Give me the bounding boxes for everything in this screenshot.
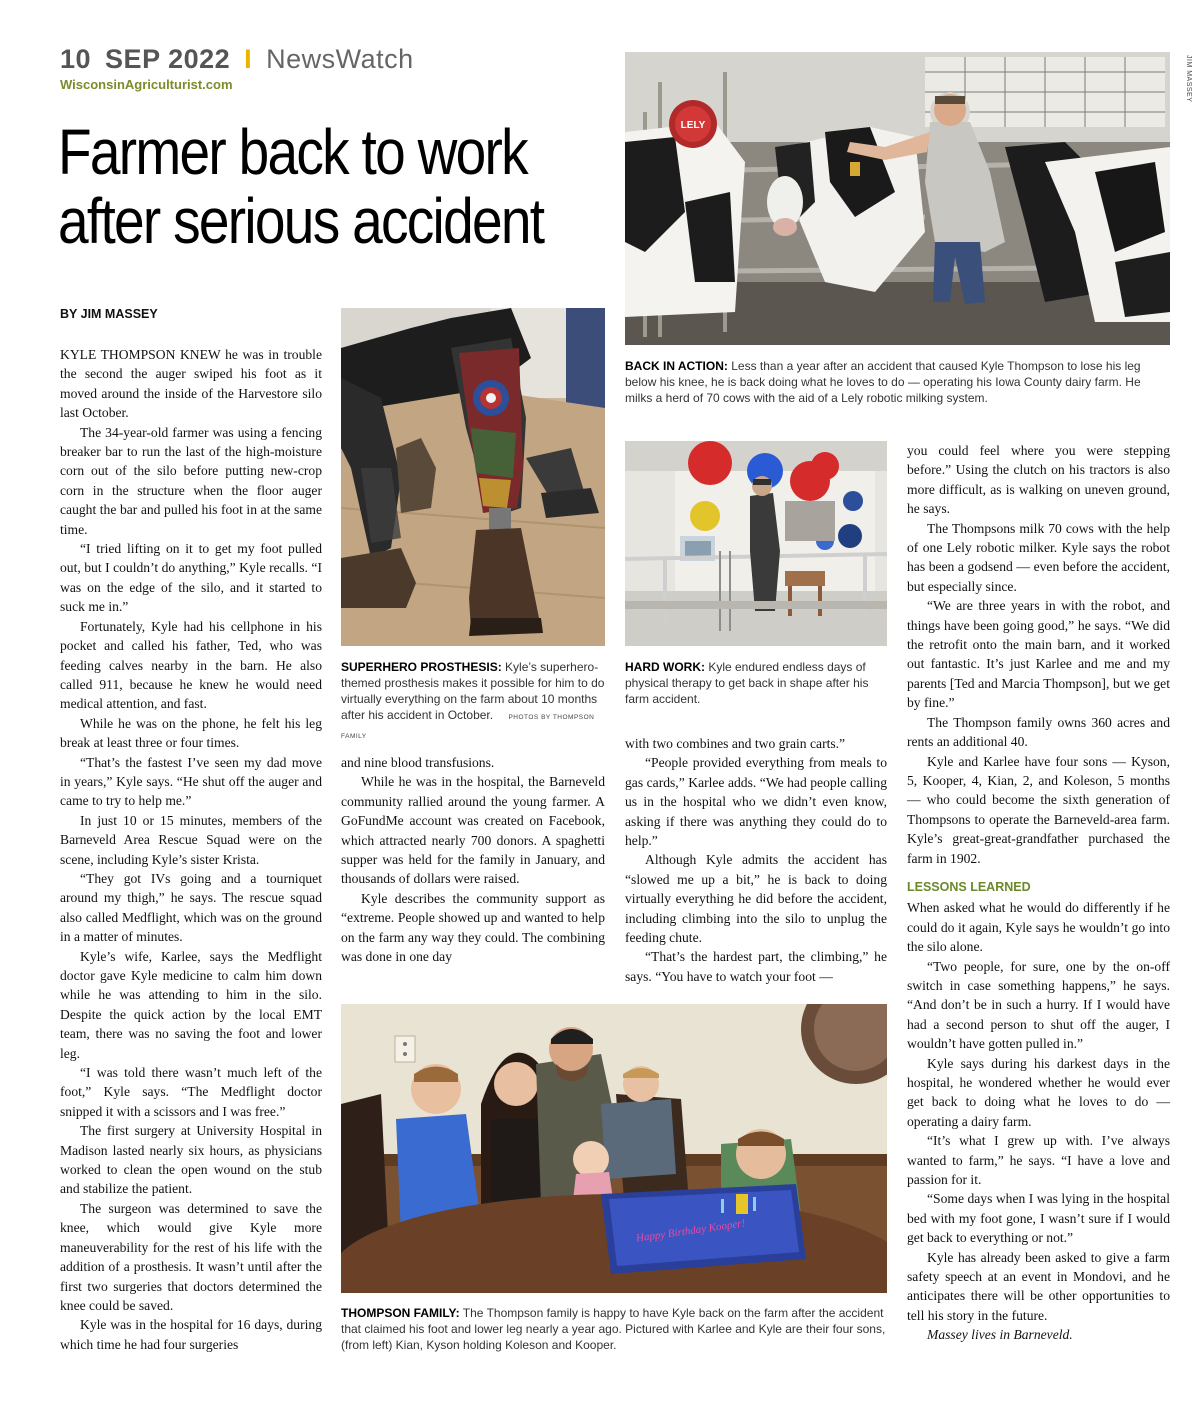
therapy-caption <box>625 659 887 707</box>
article-column-4 <box>907 441 1170 1345</box>
therapy-caption-text: Kyle endured endless days of physical therapy to get back in shape after his farm accident. <box>625 660 869 706</box>
paragraph: KYLE THOMPSON KNEW he was in trouble the second the auger swiped his foot as it moved around the inside of the Harvestore silo last October. <box>60 347 322 421</box>
paragraph: When asked what he would do differently if he could do it again, Kyle says he wouldn’t go into the silo alone. <box>907 900 1170 955</box>
paragraph: “People provided everything from meals to gas cards,” Karlee adds. “We had people calling us in the hospital who we didn’t even know, asking if there was anything they could do to help.” <box>625 755 887 849</box>
headline-line-1: Farmer back to work <box>58 116 527 188</box>
paragraph: The surgeon was determined to save the knee, which would give Kyle more maneuverability for the rest of his life with the addition of a prosthesis. It wasn’t until after the first two surgeries that doctors determined the knee could be saved. <box>60 1200 322 1313</box>
article-column-1 <box>60 345 322 1354</box>
cows-photo-credit: JIM MASSEY <box>1185 55 1192 103</box>
prosthesis-caption-label: SUPERHERO PROSTHESIS: <box>341 660 502 674</box>
lessons-learned-subhead: LESSONS LEARNED <box>907 879 1031 894</box>
byline: BY JIM MASSEY <box>60 307 158 321</box>
paragraph: “Two people, for sure, one by the on-off switch in case something happens,” he says. “And don’t be in such a hurry. If I would have had a second person to shut off the auger, I wouldn’t have gotten pulled in.” <box>907 958 1170 1052</box>
paragraph: Kyle says during his darkest days in the hospital, he wondered whether he would ever get back to doing what he loves to do — operating a dairy farm. <box>907 1055 1170 1129</box>
paragraph: Kyle has already been asked to give a farm safety speech at an event in Mondovi, and he anticipates there will be other opportunities to tell his story in the future. <box>907 1249 1170 1323</box>
page-header <box>60 44 414 92</box>
paragraph: Kyle was in the hospital for 16 days, during which time he had four surgeries <box>60 1317 322 1352</box>
therapy-caption-label: HARD WORK: <box>625 660 705 674</box>
paragraph: “That’s the hardest part, the climbing,” he says. “You have to watch your foot — <box>625 949 887 984</box>
family-caption <box>341 1305 887 1353</box>
article-headline <box>58 116 544 258</box>
section-name: NewsWatch <box>266 44 414 74</box>
issue-date: SEP 2022 <box>105 44 231 74</box>
prosthesis-photo-credit: PHOTOS BY THOMPSON FAMILY <box>341 714 595 740</box>
lely-sign-text: LELY <box>680 120 706 131</box>
prosthesis-caption-text: Kyle’s superhero-themed prosthesis makes it possible for him to do virtually everything on the farm about 10 months after his accident in October. <box>341 660 605 722</box>
family-caption-label: THOMPSON FAMILY: <box>341 1306 460 1320</box>
paragraph: and nine blood transfusions. <box>341 755 495 770</box>
paragraph: The Thompsons milk 70 cows with the help of one Lely robotic milker. Kyle says the robot has been a godsend — even before the accident, but especially since. <box>907 520 1170 594</box>
paragraph: While he was on the phone, he felt his leg break at least three or four times. <box>60 715 322 751</box>
paragraph: you could feel where you were stepping before.” Using the clutch on his tractors is also more difficult, as is walking on uneven ground, he says. <box>907 443 1170 517</box>
paragraph: “We are three years in with the robot, and things have been going good,” he says. “We did the retrofit onto the main barn, and it worked out fantastic. It’s just Karlee and me and my parents [Ted and Marcia Thompson], but we get by fine.” <box>907 598 1170 711</box>
paragraph: “That’s the fastest I’ve seen my dad move in years,” Kyle says. “He shut off the auger and came to try to help me.” <box>60 754 322 809</box>
cows-caption <box>625 358 1170 406</box>
birthday-cake-text: Happy Birthday Kooper! <box>635 1217 746 1245</box>
article-column-3 <box>625 734 887 986</box>
page-number: 10 <box>60 44 92 74</box>
author-signoff: Massey lives in Barneveld. <box>927 1327 1073 1343</box>
cows-caption-text: Less than a year after an accident that caused Kyle Thompson to lose his leg below his knee, he is back doing what he loves to do — operating his Iowa County dairy farm. He milks a herd of 70 cows with the aid of a Lely robotic milking system. <box>625 359 1141 405</box>
article-column-2 <box>341 753 605 966</box>
family-caption-text: The Thompson family is happy to have Kyle back on the farm after the accident that claimed his foot and lower leg nearly a year ago. Pictured with Karlee and Kyle are their four sons, (from left) Kian, Kyson holding Koleson and Kooper. <box>341 1306 886 1352</box>
cows-caption-label: BACK IN ACTION: <box>625 359 728 373</box>
paragraph: Although Kyle admits the accident has “slowed me up a bit,” he is back to doing virtually everything he did before the accident, including climbing into the silo to unplug the feeding chute. <box>625 852 887 946</box>
column-4-bottom <box>907 898 1170 1325</box>
paragraph: In just 10 or 15 minutes, members of the Barneveld Area Rescue Squad were on the scene, including Kyle’s sister Krista. <box>60 812 322 867</box>
paragraph: “I tried lifting on it to get my foot pulled out, but I couldn’t do anything,” Kyle recalls. “I was on the edge of the silo, and it started to suck me in.” <box>60 541 322 615</box>
paragraph: with two combines and two grain carts.” <box>625 736 846 751</box>
paragraph: “It’s what I grew up with. I’ve always wanted to farm,” he says. “I have a love and passion for it. <box>907 1133 1170 1188</box>
column-4-top <box>907 441 1170 868</box>
prosthesis-photo <box>341 308 605 646</box>
folio <box>60 44 414 75</box>
folio-separator: I <box>244 44 253 74</box>
paragraph: The first surgery at University Hospital in Madison lasted nearly six hours, as physicians worked to clean the open wound on the stub and stabilize the patient. <box>60 1123 322 1197</box>
paragraph: Fortunately, Kyle had his cellphone in his pocket and called his father, Ted, who was feeding calves nearby in the barn. He also called 911, because he knew he would need medical attention, and fast. <box>60 618 322 712</box>
paragraph: The 34-year-old farmer was using a fencing breaker bar to run the last of the high-moisture corn out of the silo before putting new-crop corn in the structure when the floor auger caught the bar and pulled his foot in at the same time. <box>60 424 322 537</box>
paragraph: “I was told there wasn’t much left of the foot,” Kyle says. “The Medflight doctor snipped it with a scissors and I was free.” <box>60 1065 322 1119</box>
paragraph: “Some days when I was lying in the hospital bed with my foot gone, I wasn’t sure if I would get back to everything or not.” <box>907 1191 1170 1246</box>
website-link[interactable]: WisconsinAgriculturist.com <box>60 77 233 92</box>
paragraph: Kyle and Karlee have four sons — Kyson, 5, Kooper, 4, Kian, 2, and Koleson, 5 months — who could become the sixth generation of Thompsons to operate the Barneveld-area farm. Kyle’s great-great-grandfather purchased the farm in 1902. <box>907 753 1170 866</box>
therapy-photo <box>625 441 887 646</box>
headline-line-2: after serious accident <box>58 185 544 258</box>
paragraph: “They got IVs going and a tourniquet around my thigh,” he says. The rescue squad also called Medflight, which was on the ground in a matter of minutes. <box>60 870 322 945</box>
paragraph: Kyle’s wife, Karlee, says the Medflight doctor gave Kyle medicine to calm him down while he was attending to him in the silo. Despite the quick action by the local EMT team, there was no saving the foot and lower leg. <box>60 948 322 1061</box>
paragraph: While he was in the hospital, the Barneveld community rallied around the young farmer. A GoFundMe account was created on Facebook, which attracted nearly 700 donors. A spaghetti supper was held for the family in January, and thousands of dollars were raised. <box>341 774 605 887</box>
cows-photo <box>625 52 1170 345</box>
paragraph: Kyle describes the community support as “extreme. People showed up and wanted to help on the farm any way they could. The combining was done in one day <box>341 890 605 965</box>
family-photo <box>341 1004 887 1293</box>
paragraph: The Thompson family owns 360 acres and rents an additional 40. <box>907 714 1170 750</box>
prosthesis-caption <box>341 659 609 745</box>
